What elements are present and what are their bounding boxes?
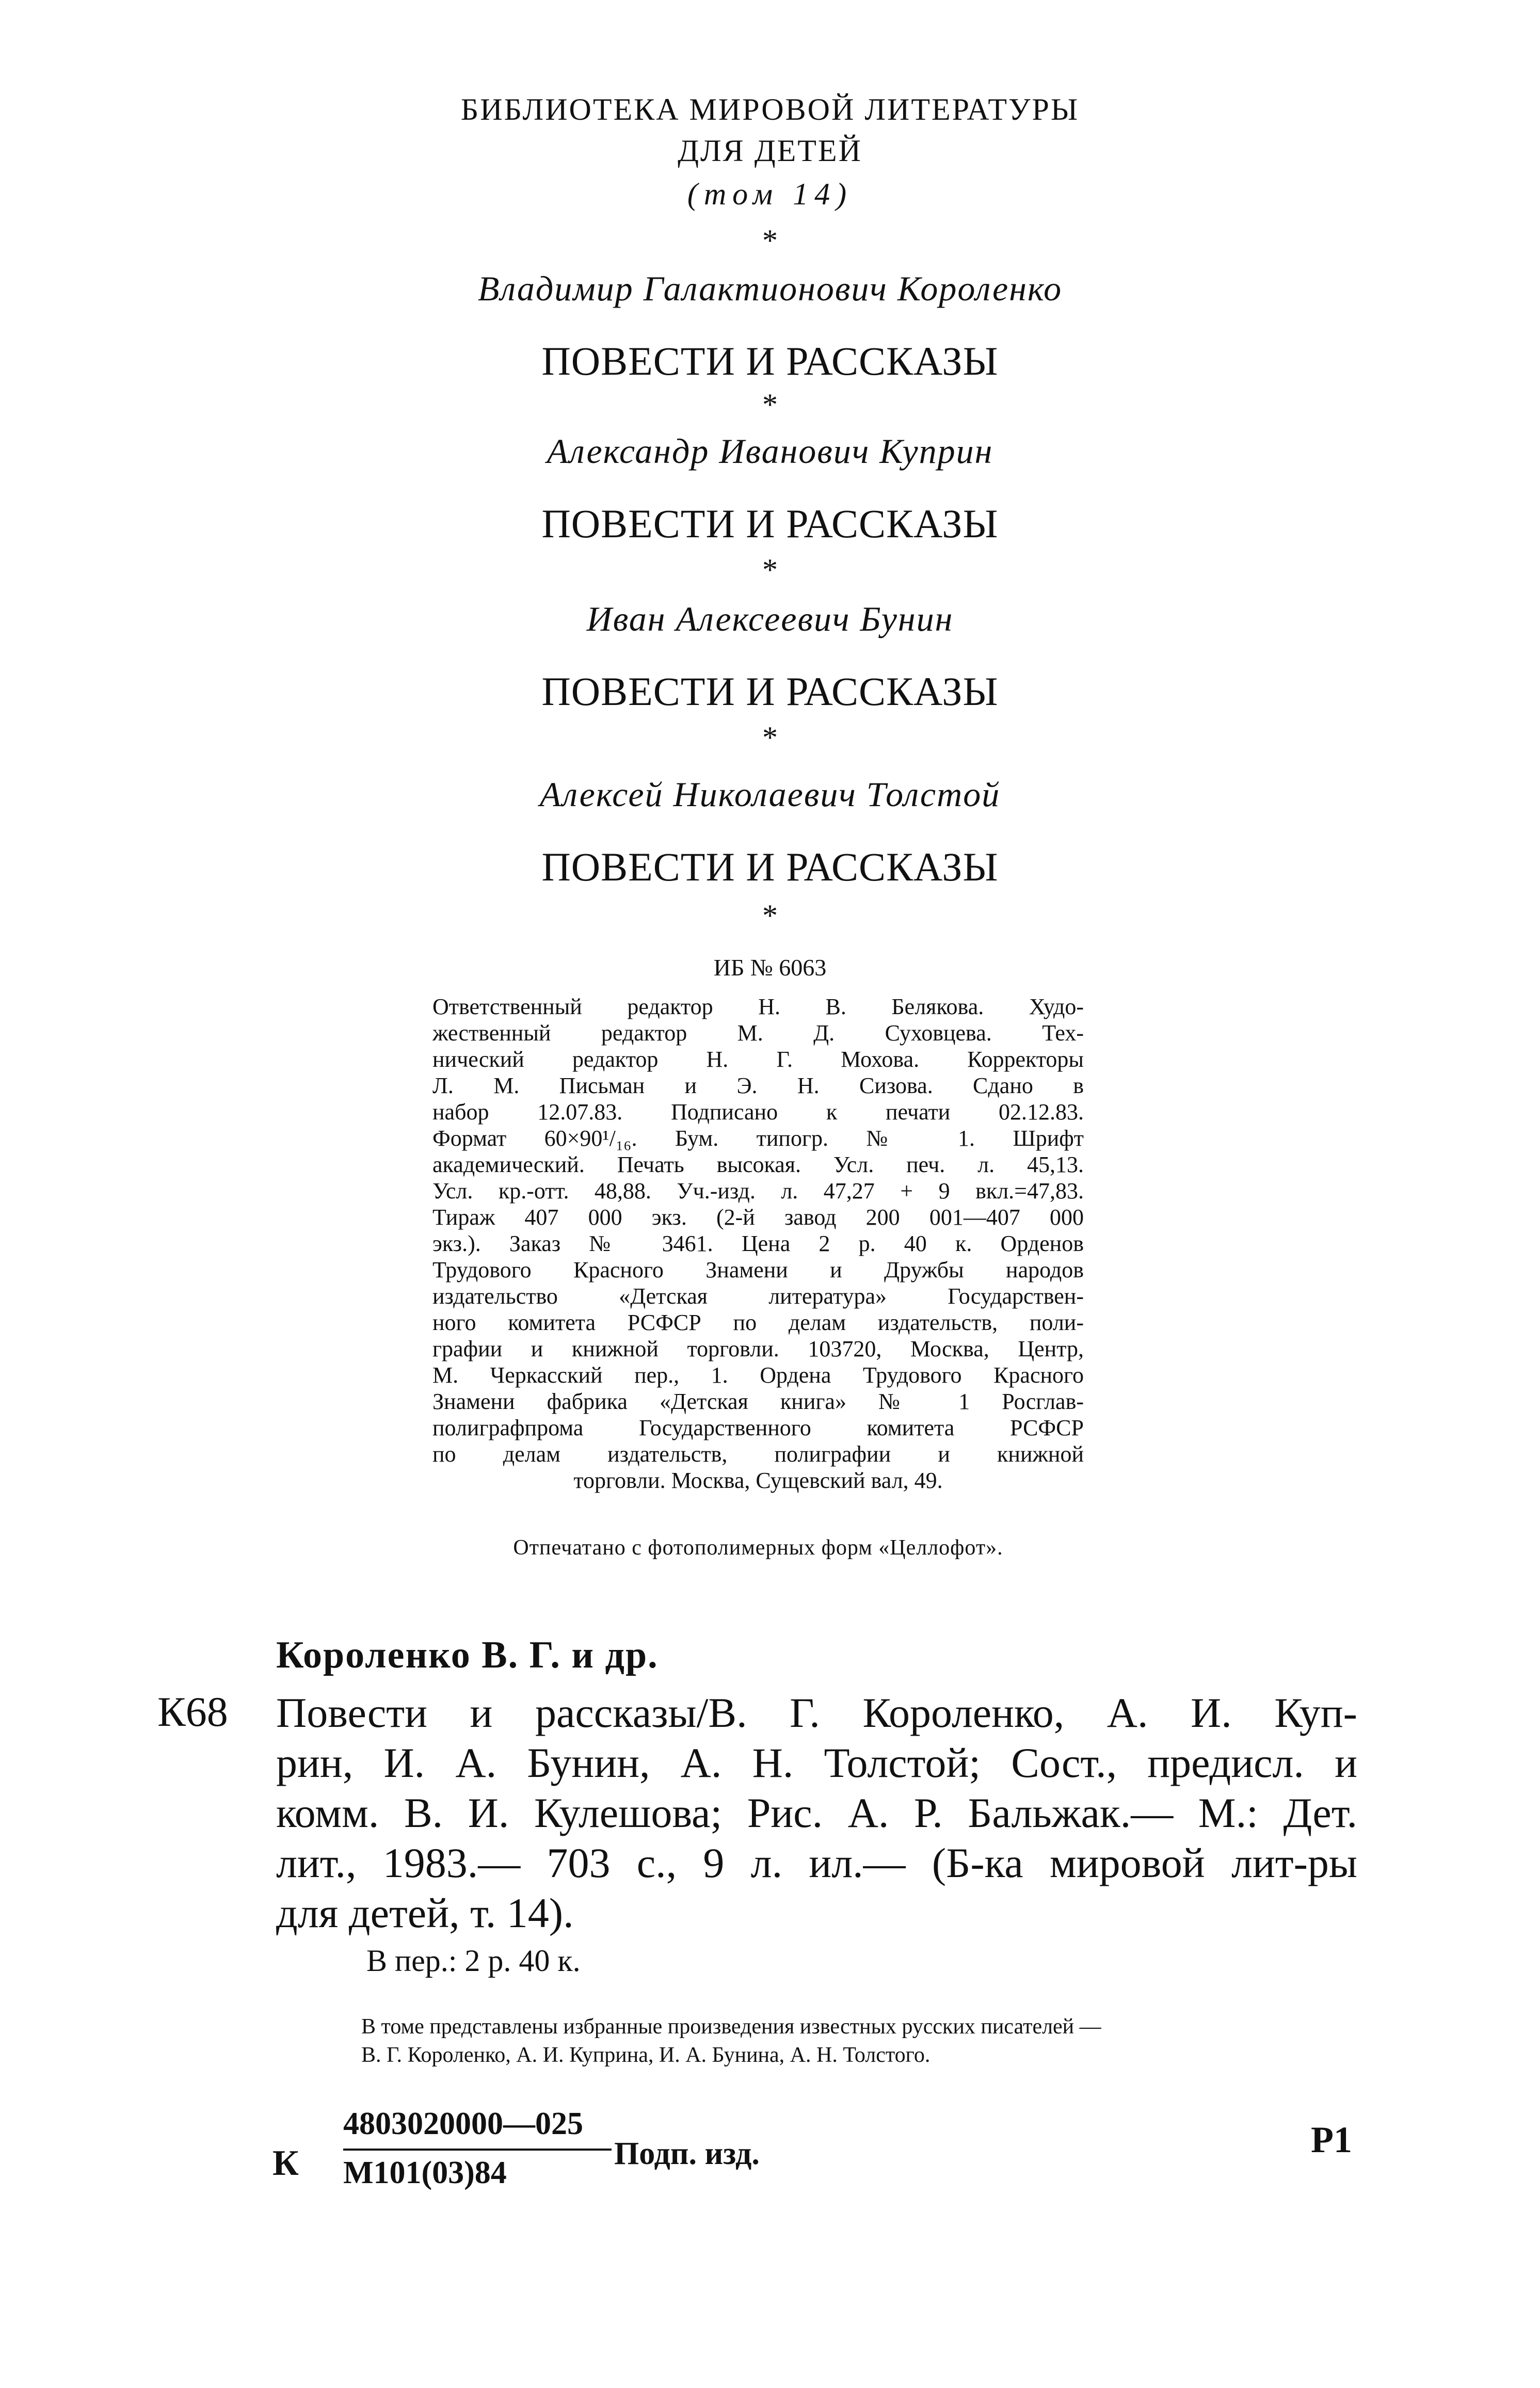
bbk-denominator: М101(03)84 <box>343 2155 507 2190</box>
separator-star: * <box>762 388 778 422</box>
imprint-line: Усл. кр.-отт. 48,88. Уч.-изд. л. 47,27 + 9 вкл.=47,83. <box>432 1178 1084 1204</box>
annotation-line: В. Г. Короленко, А. И. Куприна, И. А. Бунина, А. Н. Толстого. <box>361 2043 931 2067</box>
imprint-line: полиграфпрома Государственного комитета РСФСР <box>432 1415 1084 1440</box>
catalog-line: Повести и рассказы/В. Г. Короленко, А. И. Куп- <box>276 1689 1357 1736</box>
author-name: Владимир Галактионович Короленко <box>477 269 1063 308</box>
imprint-block <box>432 993 1084 1494</box>
subscription-label: Подп. изд. <box>614 2136 760 2171</box>
work-title: ПОВЕСТИ И РАССКАЗЫ <box>541 501 999 546</box>
imprint-line: Ответственный редактор Н. В. Белякова. Худо- <box>432 994 1084 1019</box>
catalog-code: К68 <box>157 1688 228 1735</box>
imprint-line: М. Черкасский пер., 1. Ордена Трудового Красного <box>432 1363 1084 1388</box>
author-name: Иван Алексеевич Бунин <box>586 599 954 638</box>
imprint-line: по делам издательств, полиграфии и книжной <box>432 1441 1084 1467</box>
imprint-line: ного комитета РСФСР по делам издательств, поли- <box>432 1310 1084 1335</box>
imprint-line: торговли. Москва, Сущевский вал, 49. <box>573 1468 943 1493</box>
bbk-fraction-line <box>343 2149 612 2151</box>
imprint-line: Трудового Красного Знамени и Дружбы народов <box>432 1257 1084 1283</box>
bbk-index: Р1 <box>1311 2119 1352 2160</box>
work-title: ПОВЕСТИ И РАССКАЗЫ <box>541 339 999 383</box>
volume-number: (том 14) <box>687 177 853 211</box>
imprint-line: нический редактор Н. Г. Мохова. Корректоры <box>432 1047 1084 1072</box>
separator-star: * <box>762 899 778 933</box>
imprint-line: экз.). Заказ № 3461. Цена 2 р. 40 к. Орденов <box>432 1231 1084 1256</box>
annotation <box>361 2013 1357 2070</box>
bbk-numerator: 4803020000—025 <box>343 2106 583 2141</box>
imprint-line: Формат 60×90¹/₁₆. Бум. типогр. № 1. Шрифт <box>432 1126 1084 1151</box>
series-title-line1: БИБЛИОТЕКА МИРОВОЙ ЛИТЕРАТУРЫ <box>460 92 1080 126</box>
annotation-line: В томе представлены избранные произведения известных русских писателей — <box>361 2015 1101 2039</box>
imprint-line: Тираж 407 000 экз. (2-й завод 200 001—407 000 <box>432 1205 1084 1230</box>
imprint-line: Знамени фабрика «Детская книга» № 1 Росглав- <box>432 1389 1084 1414</box>
separator-star: * <box>762 553 778 587</box>
imprint-line: набор 12.07.83. Подписано к печати 02.12.83. <box>432 1099 1084 1125</box>
imprint-line: академический. Печать высокая. Усл. печ. л. 45,13. <box>432 1152 1084 1177</box>
bbk-letter: К <box>272 2143 299 2183</box>
ib-number: ИБ № 6063 <box>713 954 827 981</box>
series-title-line2: ДЛЯ ДЕТЕЙ <box>678 134 862 168</box>
catalog-line: комм. В. И. Кулешова; Рис. А. Р. Бальжак.— М.: Дет. <box>276 1789 1357 1836</box>
separator-star: * <box>762 720 778 755</box>
printed-note: Отпечатано с фотополимерных форм «Целлофот». <box>513 1536 1003 1560</box>
imprint-line: жественный редактор М. Д. Суховцева. Тех- <box>432 1020 1084 1046</box>
author-name: Алексей Николаевич Толстой <box>539 775 1001 814</box>
price-line: В пер.: 2 р. 40 к. <box>366 1944 581 1978</box>
catalog-line: для детей, т. 14). <box>276 1889 574 1936</box>
catalog-heading: Короленко В. Г. и др. <box>276 1634 659 1676</box>
work-title: ПОВЕСТИ И РАССКАЗЫ <box>541 844 999 889</box>
imprint-line: издательство «Детская литература» Государствен- <box>432 1284 1084 1309</box>
imprint-line: Л. М. Письман и Э. Н. Сизова. Сдано в <box>432 1073 1084 1098</box>
catalog-line: рин, И. А. Бунин, А. Н. Толстой; Сост., предисл. и <box>276 1739 1357 1786</box>
catalog-description <box>276 1688 1357 1938</box>
catalog-line: лит., 1983.— 703 с., 9 л. ил.— (Б-ка мировой лит-ры <box>276 1839 1357 1886</box>
author-name: Александр Иванович Куприн <box>547 431 993 471</box>
work-title: ПОВЕСТИ И РАССКАЗЫ <box>541 669 999 714</box>
imprint-line: графии и книжной торговли. 103720, Москва, Центр, <box>432 1336 1084 1361</box>
separator-star: * <box>762 223 778 258</box>
